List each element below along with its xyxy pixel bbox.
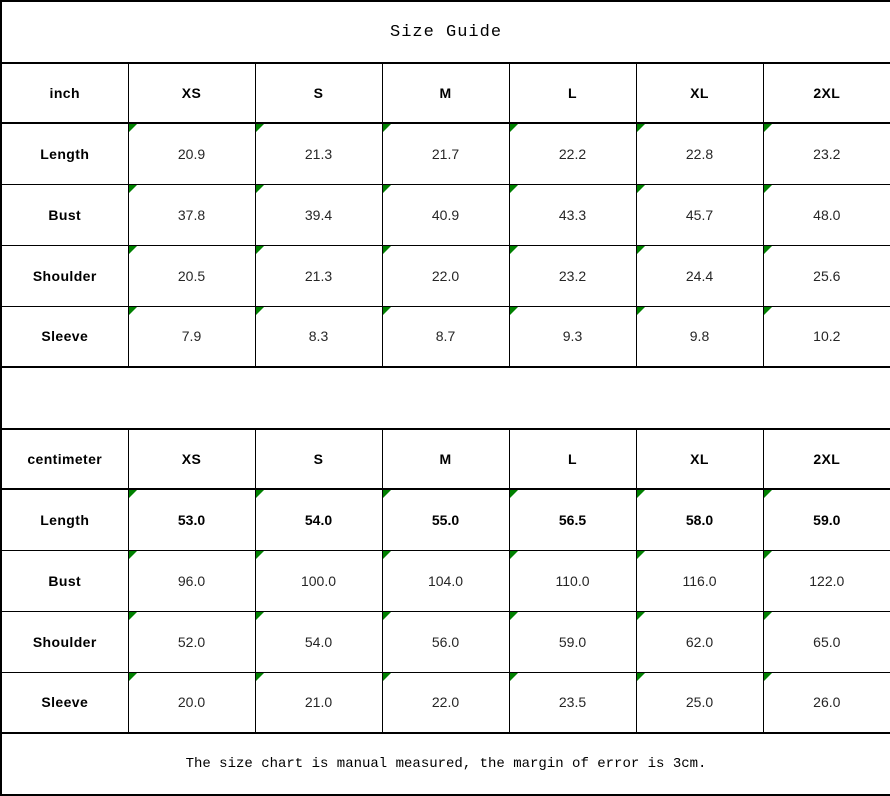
- footer-note: The size chart is manual measured, the margin of error is 3cm.: [1, 733, 890, 795]
- cell-cm-length-s: [255, 489, 382, 550]
- cell-value: 23.2: [813, 145, 841, 162]
- table-row-cm-sleeve: [1, 672, 890, 733]
- cell-value: 96.0: [177, 572, 206, 589]
- cell-inch-sleeve-2xl: [763, 306, 890, 367]
- cell-inch-sleeve-xl: [636, 306, 763, 367]
- cell-value: 21.3: [304, 267, 333, 284]
- cell-inch-sleeve-m: [382, 306, 509, 367]
- row-label-shoulder: Shoulder: [1, 245, 128, 306]
- cell-value: 24.4: [685, 267, 714, 284]
- row-label-bust: Bust: [1, 184, 128, 245]
- cell-value: 59.0: [558, 633, 587, 650]
- cell-value: 8.7: [435, 328, 456, 345]
- cell-value: 25.6: [813, 267, 841, 284]
- table-row-inch-bust: [1, 184, 890, 245]
- cell-value: 22.0: [431, 267, 460, 284]
- cell-cm-bust-l: [509, 550, 636, 611]
- corner-flag-icon: [129, 551, 137, 559]
- corner-flag-icon: [510, 124, 518, 132]
- table-row-cm-length: [1, 489, 890, 550]
- cell-value: 21.7: [431, 145, 460, 162]
- cell-cm-sleeve-m: [382, 672, 509, 733]
- size-header-l: L: [509, 63, 636, 123]
- cell-cm-length-m: [382, 489, 509, 550]
- cell-cm-shoulder-s: [255, 611, 382, 672]
- size-header-xl: XL: [636, 429, 763, 489]
- centimeter-header-row: [1, 429, 890, 489]
- corner-flag-icon: [637, 551, 645, 559]
- corner-flag-icon: [383, 124, 391, 132]
- row-label-length: Length: [1, 489, 128, 550]
- footer-row: [1, 733, 890, 795]
- cell-cm-sleeve-xl: [636, 672, 763, 733]
- corner-flag-icon: [383, 246, 391, 254]
- corner-flag-icon: [764, 307, 772, 315]
- cell-value: 54.0: [304, 511, 333, 528]
- corner-flag-icon: [256, 612, 264, 620]
- corner-flag-icon: [510, 185, 518, 193]
- size-header-l: L: [509, 429, 636, 489]
- inch-header-row: [1, 63, 890, 123]
- cell-value: 23.5: [558, 694, 587, 711]
- size-header-2xl: 2XL: [763, 63, 890, 123]
- cell-value: 20.5: [177, 267, 206, 284]
- corner-flag-icon: [129, 490, 137, 498]
- cell-value: 20.0: [177, 694, 206, 711]
- cell-inch-length-2xl: [763, 123, 890, 184]
- table-row-inch-shoulder: [1, 245, 890, 306]
- cell-inch-length-m: [382, 123, 509, 184]
- cell-value: 22.2: [558, 145, 587, 162]
- size-header-s: S: [255, 429, 382, 489]
- corner-flag-icon: [129, 185, 137, 193]
- cell-inch-sleeve-l: [509, 306, 636, 367]
- cell-cm-shoulder-xs: [128, 611, 255, 672]
- cell-inch-sleeve-s: [255, 306, 382, 367]
- cell-inch-length-s: [255, 123, 382, 184]
- cell-inch-bust-2xl: [763, 184, 890, 245]
- cell-inch-shoulder-l: [509, 245, 636, 306]
- size-header-xs: XS: [128, 63, 255, 123]
- cell-value: 25.0: [685, 694, 714, 711]
- corner-flag-icon: [510, 246, 518, 254]
- cell-value: 37.8: [177, 206, 206, 223]
- cell-inch-sleeve-xs: [128, 306, 255, 367]
- cell-value: 40.9: [431, 206, 460, 223]
- cell-cm-bust-xl: [636, 550, 763, 611]
- cell-inch-bust-xs: [128, 184, 255, 245]
- corner-flag-icon: [510, 307, 518, 315]
- cell-inch-shoulder-2xl: [763, 245, 890, 306]
- corner-flag-icon: [383, 490, 391, 498]
- cell-value: 45.7: [685, 206, 714, 223]
- cell-cm-length-l: [509, 489, 636, 550]
- cell-value: 56.5: [558, 511, 587, 528]
- corner-flag-icon: [764, 185, 772, 193]
- size-header-xl: XL: [636, 63, 763, 123]
- cell-cm-length-2xl: [763, 489, 890, 550]
- cell-inch-bust-m: [382, 184, 509, 245]
- cell-value: 100.0: [300, 572, 337, 589]
- cell-value: 21.3: [304, 145, 333, 162]
- cell-cm-bust-s: [255, 550, 382, 611]
- row-label-shoulder: Shoulder: [1, 611, 128, 672]
- cell-inch-shoulder-xs: [128, 245, 255, 306]
- corner-flag-icon: [383, 307, 391, 315]
- corner-flag-icon: [129, 612, 137, 620]
- corner-flag-icon: [129, 673, 137, 681]
- corner-flag-icon: [256, 246, 264, 254]
- size-header-m: M: [382, 63, 509, 123]
- cell-value: 9.3: [562, 328, 583, 345]
- corner-flag-icon: [256, 124, 264, 132]
- cell-cm-length-xl: [636, 489, 763, 550]
- corner-flag-icon: [129, 246, 137, 254]
- cell-value: 23.2: [558, 267, 587, 284]
- cell-cm-sleeve-2xl: [763, 672, 890, 733]
- row-label-bust: Bust: [1, 550, 128, 611]
- cell-inch-shoulder-xl: [636, 245, 763, 306]
- corner-flag-icon: [510, 551, 518, 559]
- cell-inch-length-xs: [128, 123, 255, 184]
- cell-cm-length-xs: [128, 489, 255, 550]
- cell-inch-shoulder-m: [382, 245, 509, 306]
- cell-value: 116.0: [682, 572, 717, 589]
- cell-value: 62.0: [685, 633, 714, 650]
- corner-flag-icon: [637, 612, 645, 620]
- corner-flag-icon: [383, 185, 391, 193]
- cell-value: 110.0: [555, 572, 590, 589]
- cell-inch-length-l: [509, 123, 636, 184]
- corner-flag-icon: [637, 185, 645, 193]
- row-label-sleeve: Sleeve: [1, 672, 128, 733]
- corner-flag-icon: [510, 612, 518, 620]
- unit-header-inch: inch: [1, 63, 128, 123]
- size-header-xs: XS: [128, 429, 255, 489]
- cell-cm-bust-xs: [128, 550, 255, 611]
- corner-flag-icon: [256, 551, 264, 559]
- title-row: [1, 1, 890, 63]
- cell-value: 52.0: [177, 633, 206, 650]
- table-spacer-row: [1, 367, 890, 429]
- cell-inch-bust-l: [509, 184, 636, 245]
- table-row-cm-bust: [1, 550, 890, 611]
- cell-inch-shoulder-s: [255, 245, 382, 306]
- cell-value: 104.0: [427, 572, 464, 589]
- corner-flag-icon: [637, 246, 645, 254]
- page-title: Size Guide: [1, 1, 890, 63]
- row-label-length: Length: [1, 123, 128, 184]
- cell-value: 53.0: [177, 511, 206, 528]
- cell-cm-bust-2xl: [763, 550, 890, 611]
- table-row-inch-sleeve: [1, 306, 890, 367]
- corner-flag-icon: [637, 124, 645, 132]
- cell-inch-bust-s: [255, 184, 382, 245]
- cell-cm-shoulder-m: [382, 611, 509, 672]
- corner-flag-icon: [637, 307, 645, 315]
- cell-cm-shoulder-l: [509, 611, 636, 672]
- corner-flag-icon: [129, 124, 137, 132]
- corner-flag-icon: [383, 551, 391, 559]
- cell-cm-shoulder-2xl: [763, 611, 890, 672]
- corner-flag-icon: [256, 185, 264, 193]
- cell-cm-sleeve-xs: [128, 672, 255, 733]
- corner-flag-icon: [637, 673, 645, 681]
- corner-flag-icon: [256, 307, 264, 315]
- unit-header-centimeter: centimeter: [1, 429, 128, 489]
- cell-value: 55.0: [431, 511, 460, 528]
- corner-flag-icon: [256, 673, 264, 681]
- corner-flag-icon: [764, 490, 772, 498]
- cell-value: 39.4: [304, 206, 333, 223]
- cell-value: 8.3: [308, 328, 329, 345]
- cell-value: 26.0: [813, 694, 841, 711]
- cell-value: 20.9: [177, 145, 206, 162]
- size-header-2xl: 2XL: [763, 429, 890, 489]
- cell-value: 65.0: [813, 633, 841, 650]
- cell-value: 48.0: [813, 206, 841, 223]
- corner-flag-icon: [637, 490, 645, 498]
- cell-cm-sleeve-s: [255, 672, 382, 733]
- cell-value: 56.0: [431, 633, 460, 650]
- corner-flag-icon: [510, 673, 518, 681]
- corner-flag-icon: [764, 612, 772, 620]
- corner-flag-icon: [383, 612, 391, 620]
- cell-value: 59.0: [813, 511, 841, 528]
- corner-flag-icon: [764, 551, 772, 559]
- corner-flag-icon: [510, 490, 518, 498]
- corner-flag-icon: [129, 307, 137, 315]
- corner-flag-icon: [764, 124, 772, 132]
- row-label-sleeve: Sleeve: [1, 306, 128, 367]
- cell-value: 58.0: [685, 511, 714, 528]
- corner-flag-icon: [764, 246, 772, 254]
- size-header-m: M: [382, 429, 509, 489]
- cell-cm-shoulder-xl: [636, 611, 763, 672]
- corner-flag-icon: [383, 673, 391, 681]
- cell-value: 122.0: [809, 572, 845, 589]
- corner-flag-icon: [256, 490, 264, 498]
- cell-inch-length-xl: [636, 123, 763, 184]
- cell-value: 22.0: [431, 694, 460, 711]
- table-row-inch-length: [1, 123, 890, 184]
- cell-cm-bust-m: [382, 550, 509, 611]
- spacer-cell: [1, 367, 890, 429]
- cell-cm-sleeve-l: [509, 672, 636, 733]
- cell-value: 9.8: [689, 328, 710, 345]
- cell-value: 22.8: [685, 145, 714, 162]
- cell-value: 7.9: [181, 328, 202, 345]
- cell-value: 54.0: [304, 633, 333, 650]
- cell-inch-bust-xl: [636, 184, 763, 245]
- size-header-s: S: [255, 63, 382, 123]
- cell-value: 10.2: [813, 328, 841, 345]
- table-row-cm-shoulder: [1, 611, 890, 672]
- cell-value: 21.0: [304, 694, 333, 711]
- cell-value: 43.3: [558, 206, 587, 223]
- corner-flag-icon: [764, 673, 772, 681]
